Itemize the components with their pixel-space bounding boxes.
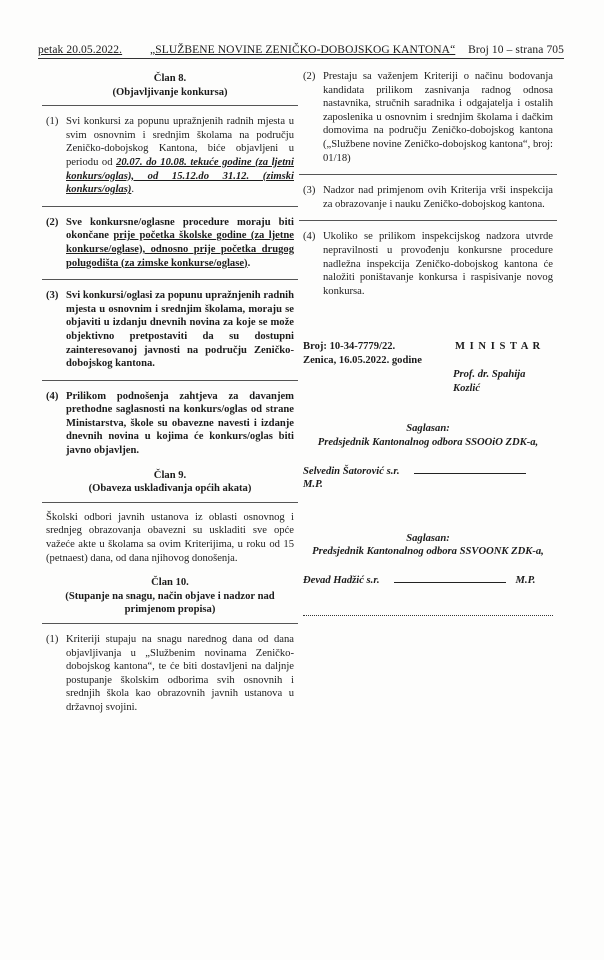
paragraph-number: (4)	[46, 390, 59, 402]
consent-label-1: Saglasan:	[406, 423, 450, 435]
article-10-subtitle: (Stupanje na snagu, način objave i nadzor nad primjenom propisa)	[65, 590, 275, 616]
consent-label-2: Saglasan:	[406, 532, 450, 544]
article-9-title: Član 9.	[153, 469, 187, 481]
article-10-paragraph-1	[46, 633, 294, 715]
paragraph-text: Sve konkursne/oglasne procedure moraju biti okončane	[66, 216, 294, 242]
union-president-1: Predsjednik Kantonalnog odbora SSOOiO ZDK-a,	[317, 436, 539, 448]
paragraph-number: (3)	[303, 185, 316, 197]
divider	[299, 220, 557, 221]
article-10-paragraph-4	[303, 230, 553, 298]
header-date: petak 20.05.2022.	[38, 44, 123, 56]
article-10-title: Član 10.	[151, 577, 189, 589]
left-column	[46, 64, 294, 715]
paragraph-end: .	[247, 257, 251, 269]
article-10-paragraph-2	[303, 70, 553, 165]
paragraph-number: (1)	[46, 634, 59, 645]
signature-line-1	[414, 464, 526, 474]
document-number: Broj: 10-34-7779/22.	[303, 341, 396, 353]
divider	[42, 623, 298, 624]
dotted-separator	[303, 615, 553, 616]
article-8-paragraph-3	[46, 289, 294, 371]
header-rule	[38, 58, 564, 59]
stamp-label-1: M.P.	[303, 479, 323, 491]
header-publication: „SLUŽBENE NOVINE ZENIČKO-DOBOJSKOG KANTONA“	[150, 44, 456, 56]
divider	[299, 174, 557, 175]
article-8-title: Član 8.	[153, 73, 187, 84]
header-page-number: Broj 10 – strana 705	[468, 44, 564, 56]
minister-name: Prof. dr. Spahija Kozlić	[453, 369, 526, 394]
article-9-text: Školski odbori javnih ustanova iz oblasti osnovnog i srednjeg obrazovanja obavezni su uskladiti sve opće važeće akte u školama sa ovim Kriterijima, u roku od 15 (petnaest) dana, od dana njihovog donošenja.	[46, 511, 294, 564]
paragraph-text: Ukoliko se prilikom inspekcijskog nadzora utvrde nepravilnosti u provođenju konkursne procedure nadležna inspekcija Zeničko-dobojskog kantona će naložiti poništavanje konkursa i raspisivanje novog konkursa.	[323, 231, 553, 297]
divider	[42, 502, 298, 503]
paragraph-number: (3)	[46, 290, 59, 302]
minister-title: M I N I S T A R	[455, 341, 542, 353]
paragraph-number: (2)	[303, 71, 316, 82]
deadline-text: prije početka školske godine (za ljetne konkurse/oglase), odnosno prije početka drugog polugodišta (za zimske konkurse/oglase)	[66, 230, 294, 269]
article-8-paragraph-1	[46, 115, 294, 197]
paragraph-text: Kriteriji stupaju na snagu narednog dana od dana objavljivanja u „Službenim novinama Zeničko-dobojskog kantona“, te će biti dostavljeni na daljnje postupanje školskim odborima svih osnovnih i srednjih škola kao obrazovnih javnih ustanova u državnoj svojini.	[66, 634, 294, 713]
divider	[42, 105, 298, 106]
paragraph-text: Prestaju sa važenjem Kriteriji o načinu bodovanja kandidata prilikom zasnivanja radnog odnosa nastavnika, stručnih saradnika i odgajatelja i ostalih zaposlenika u osnovnim i srednjim školama i dačkim domovima na području Zeničko-dobojskog kantona („Službene novine Zeničko-dobojskog kantona“, broj: 01/18)	[323, 71, 553, 164]
paragraph-end: .	[131, 184, 135, 196]
stamp-label-2: M.P.	[515, 574, 536, 586]
article-9-subtitle: (Obaveza usklađivanja općih akata)	[88, 483, 252, 495]
period-dates: 20.07. do 10.08. tekuće godine (za ljetni konkurs/oglas), od 15.12.do 31.12. (zimski konkurs/oglas)	[66, 156, 294, 196]
right-column	[303, 64, 553, 616]
article-8-paragraph-4	[46, 390, 294, 458]
divider	[42, 206, 298, 207]
paragraph-text: Nadzor nad primjenom ovih Kriterija vrši inspekcija za obrazovanje i nauku Zeničko-dobojskog kantona.	[323, 185, 553, 210]
paragraph-text: Svi konkursi za popunu upražnjenih radnih mjesta u svim osnovnim i srednjim školama na području Zeničko-dobojskog Kantona, biće objavljeni u periodu od	[66, 116, 294, 168]
article-10-paragraph-3	[303, 184, 553, 211]
signatory-1	[303, 464, 553, 492]
signatory-2	[303, 573, 553, 588]
document-date: Zenica, 16.05.2022. godine	[303, 355, 422, 367]
signatory-name-2: Đevad Hadžić s.r.	[303, 574, 380, 586]
article-8-paragraph-2	[46, 216, 294, 270]
signatory-name-1: Selvedin Šatorović s.r.	[303, 465, 400, 477]
union-president-2: Predsjednik Kantonalnog odbora SSVOONK ZDK-a,	[312, 546, 544, 558]
paragraph-text: Prilikom podnošenja zahtjeva za davanjem prethodne saglasnosti na konkurs/oglas od strane Ministarstva, škole su obavezne navesti i izdanje dnevnih novina u kojima će konkurs/oglas biti javno objavljen.	[66, 390, 294, 457]
paragraph-number: (2)	[46, 216, 59, 228]
paragraph-number: (1)	[46, 116, 59, 128]
divider	[42, 380, 298, 381]
divider	[42, 279, 298, 280]
paragraph-text: Svi konkursi/oglasi za popunu upražnjenih radnih mjesta u osnovnim i srednjim školama, moraju se objaviti u izdanju dnevnih novina za koje se može objektivno pretpostaviti da su dostupni zainteresovanoj javnosti na području Zeničko-dobojskog kantona.	[66, 290, 294, 370]
paragraph-number: (4)	[303, 231, 316, 243]
signature-line-2	[394, 573, 506, 583]
signature-block	[303, 340, 553, 394]
article-8-subtitle: (Objavljivanje konkursa)	[112, 86, 228, 98]
